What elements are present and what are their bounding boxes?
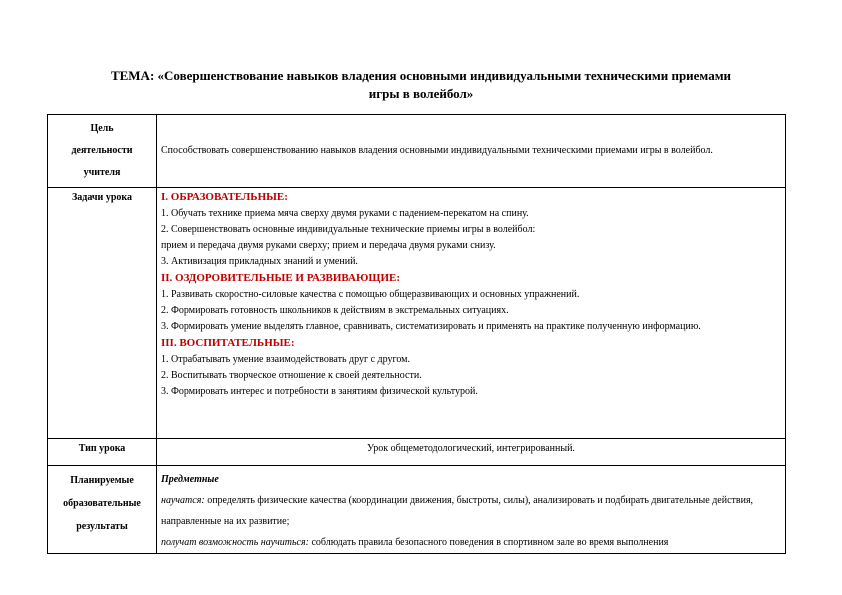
opportunity-text: соблюдать правила безопасного поведения в спортивном зале во время выполнения: [308, 537, 669, 548]
table-row-lesson-type: [48, 439, 786, 466]
task-item: 2. Воспитывать творческое отношение к своей деятельности.: [161, 370, 422, 381]
lesson-type-value-cell: Урок общеметодологический, интегрированный.: [157, 439, 786, 466]
goal-label-line: учителя: [83, 167, 121, 178]
table-row-goal: [48, 115, 786, 188]
task-item: 3. Формировать умение выделять главное, сравнивать, систематизировать и применять на практике полученную информацию.: [161, 321, 701, 332]
goal-label-line: деятельности: [71, 145, 133, 156]
task-item: 1. Отрабатывать умение взаимодействовать друг с другом.: [161, 354, 410, 365]
results-content-cell: [157, 466, 786, 554]
task-item: 2. Формировать готовность школьников к действиям в экстремальных ситуациях.: [161, 305, 509, 316]
lesson-type-label-cell: Тип урока: [48, 439, 157, 466]
opportunity-paragraph: [161, 532, 781, 553]
lesson-title-line-1: ТЕМА: «Совершенствование навыков владения основными индивидуальными техническими приемами: [110, 68, 732, 83]
opportunity-prefix: получат возможность научиться:: [161, 537, 309, 548]
learn-text: определять физические качества (координации движения, быстроты, силы), анализировать и подбирать двигательные действия, направленные на их развитие;: [161, 495, 754, 527]
results-label-line: Планируемые: [70, 475, 134, 486]
task-item: 2. Совершенствовать основные индивидуальные технические приемы игры в волейбол:: [161, 224, 536, 235]
lesson-title: [60, 67, 782, 103]
learn-paragraph: [161, 490, 781, 532]
results-label-line: результаты: [76, 521, 128, 532]
tasks-label-cell: Задачи урока: [48, 188, 157, 439]
section-heading: I. ОБРАЗОВАТЕЛЬНЫЕ:: [161, 191, 288, 203]
table-row-results: [48, 466, 786, 554]
task-item: 3. Формировать интерес и потребности в занятиям физической культурой.: [161, 386, 478, 397]
lesson-title-line-2: игры в волейбол»: [368, 86, 474, 101]
task-item: прием и передача двумя руками сверху; прием и передача двумя руками снизу.: [161, 240, 496, 251]
tasks-content-cell: [157, 188, 786, 439]
section-heading: II. ОЗДОРОВИТЕЛЬНЫЕ И РАЗВИВАЮЩИЕ:: [161, 272, 401, 284]
task-item: 3. Активизация прикладных знаний и умений.: [161, 256, 358, 267]
task-item: 1. Обучать технике приема мяча сверху двумя руками с падением-перекатом на спину.: [161, 208, 529, 219]
lesson-plan-table: [47, 114, 786, 554]
subject-results-heading: Предметные: [161, 474, 219, 485]
task-item: 1. Развивать скоростно-силовые качества с помощью общеразвивающих и основных упражнений.: [161, 289, 580, 300]
goal-label-line: Цель: [90, 123, 114, 134]
section-heading: III. ВОСПИТАТЕЛЬНЫЕ:: [161, 337, 295, 349]
results-label-line: образовательные: [63, 498, 141, 509]
results-label-cell: [48, 466, 157, 554]
goal-label-cell: [48, 115, 157, 188]
table-row-tasks: [48, 188, 786, 439]
learn-prefix: научатся:: [161, 495, 205, 506]
goal-text-cell: Способствовать совершенствованию навыков владения основными индивидуальными техническими приемами игры в волейбол.: [157, 115, 786, 188]
